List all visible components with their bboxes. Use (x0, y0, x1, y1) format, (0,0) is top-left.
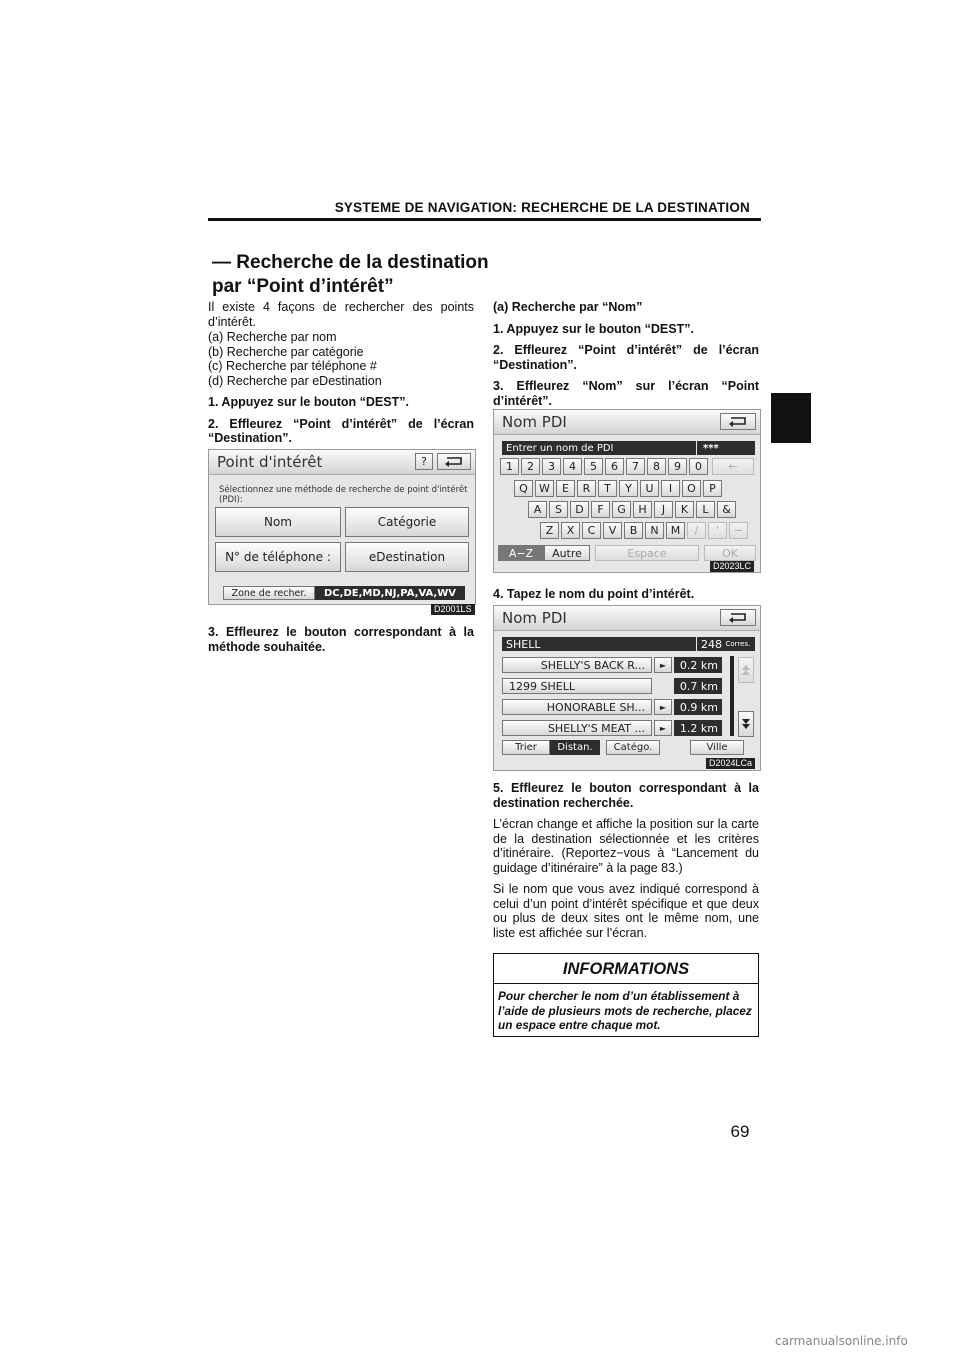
keyboard-key[interactable]: W (535, 480, 554, 497)
space-button[interactable]: Espace (595, 545, 699, 561)
figure-code: D2001LS (431, 604, 475, 615)
info-text: Pour chercher le nom d’un établissement à l’aide de plusieurs mots de recherche, placez un espace entre chaque mot. (498, 989, 752, 1032)
distance-unit: km (700, 700, 718, 714)
screen-title: Nom PDI (502, 413, 567, 431)
keyboard-key[interactable]: 5 (584, 458, 603, 475)
screen-title: Point d'intérêt (217, 453, 323, 471)
result-distance (674, 720, 722, 736)
result-detail-button[interactable]: ► (654, 720, 672, 736)
left-column (208, 300, 474, 453)
info-divider (493, 983, 759, 984)
running-header: SYSTEME DE NAVIGATION: RECHERCHE DE LA DESTINATION (334, 200, 750, 215)
keyboard-key[interactable]: T (598, 480, 617, 497)
keyboard-key[interactable]: Y (619, 480, 638, 497)
poi-name-input[interactable]: SHELL (502, 637, 696, 651)
step-1: 1. Appuyez sur le bouton “DEST”. (208, 395, 409, 409)
keyboard-key[interactable]: N (645, 522, 664, 539)
keyboard-key[interactable]: J (654, 501, 673, 518)
keyboard-key[interactable]: 1 (500, 458, 519, 475)
scroll-down-icon (742, 719, 750, 729)
keyboard-key[interactable]: M (666, 522, 685, 539)
result-item[interactable] (502, 657, 652, 673)
match-count: *** (697, 441, 755, 455)
sort-category-tab[interactable]: Catégo. (606, 740, 660, 755)
back-button[interactable] (437, 453, 471, 470)
chapter-tab (771, 393, 811, 443)
keyboard-key[interactable]: 3 (542, 458, 561, 475)
step-4-nom: 4. Tapez le nom du point d’intérêt. (493, 587, 695, 601)
screen-title: Nom PDI (502, 609, 567, 627)
info-title: INFORMATIONS (562, 960, 690, 978)
keyboard-key[interactable]: 9 (668, 458, 687, 475)
back-button[interactable] (720, 609, 756, 626)
result-name: SHELLY'S MEAT ... (547, 721, 645, 735)
method-prompt: Sélectionnez une méthode de recherche de point d'intérêt (PDI): (219, 485, 468, 505)
header-rule (208, 218, 761, 221)
section-title (212, 251, 489, 299)
keyboard-key[interactable]: E (556, 480, 575, 497)
distance-value: 0.2 (679, 658, 698, 672)
sort-distance-tab[interactable]: Distan. (550, 740, 600, 755)
screen-point-interet (208, 449, 476, 605)
result-distance (674, 657, 722, 673)
scroll-up-icon (742, 665, 750, 675)
result-item[interactable] (502, 720, 652, 736)
match-count-value: 248 (701, 637, 722, 651)
step-1-nom: 1. Appuyez sur le bouton “DEST”. (493, 321, 694, 336)
keyboard-key[interactable]: 2 (521, 458, 540, 475)
keyboard-key[interactable]: B (624, 522, 643, 539)
step-2-nom: 2. Effleurez “Point d’intérêt” de l’écran “Destination”. (493, 343, 759, 372)
distance-value: 0.9 (679, 700, 698, 714)
keyboard-key[interactable]: I (661, 480, 680, 497)
keyboard-key[interactable]: 6 (605, 458, 624, 475)
right-column (493, 300, 759, 415)
figure-code: D2024LCa (706, 758, 755, 769)
result-detail-button[interactable]: ► (654, 657, 672, 673)
step-3-nom: 3. Effleurez “Nom” sur l’écran “Point d’intérêt”. (493, 379, 759, 408)
keyboard-key[interactable]: G (612, 501, 631, 518)
keyboard-key[interactable]: A (528, 501, 547, 518)
paragraph-list: Si le nom que vous avez indiqué correspond à celui d’un point d’intérêt spécifique et que deux ou plus de deux sites ont le même nom, une liste est affichée sur l’écran. (493, 882, 759, 940)
keyboard-key[interactable]: F (591, 501, 610, 518)
step-2: 2. Effleurez “Point d’intérêt” de l’écran “Destination”. (208, 416, 474, 445)
keyboard-key[interactable]: 8 (647, 458, 666, 475)
page-number: 69 (730, 1122, 750, 1141)
search-zone-button[interactable]: Zone de recher. (223, 586, 315, 600)
watermark: carmanualsonline.info (775, 1334, 908, 1348)
intro-text: Il existe 4 façons de rechercher des points d’intérêt. (208, 300, 474, 329)
keyboard-key[interactable]: D (570, 501, 589, 518)
return-arrow-icon (443, 456, 465, 467)
distance-unit: km (700, 658, 718, 672)
result-detail-button[interactable]: ► (654, 699, 672, 715)
screen-nom-pdi-results (493, 605, 761, 771)
step-3: 3. Effleurez le bouton correspondant à la méthode souhaitée. (208, 625, 474, 654)
keyboard-key[interactable]: Q (514, 480, 533, 497)
result-item[interactable] (502, 678, 652, 694)
return-arrow-icon (727, 612, 749, 623)
paragraph-result: L’écran change et affiche la position sur la carte de la destination sélectionnée et les critères d’itinéraire. (Reportez−vous à “Lancement du guidage d’itinéraire” à la page 83.) (493, 817, 759, 875)
method-item: (a) Recherche par nom (208, 330, 337, 344)
match-count (697, 637, 755, 651)
keyboard-key[interactable]: 4 (563, 458, 582, 475)
search-zone-value: DC,DE,MD,NJ,PA,VA,WV (315, 586, 465, 600)
screen-nom-pdi-keyboard (493, 409, 761, 573)
right-column-lower (493, 781, 759, 947)
section-title-line1: — Recherche de la destination (212, 252, 489, 273)
distance-unit: km (700, 679, 718, 693)
section-title-line2: par “Point d’intérêt” (212, 276, 394, 297)
keyboard-key[interactable]: ' (708, 522, 727, 539)
keyboard-key[interactable]: R (577, 480, 596, 497)
keyboard-key[interactable]: O (682, 480, 701, 497)
keyboard-key[interactable]: K (675, 501, 694, 518)
keyboard-key[interactable]: H (633, 501, 652, 518)
city-button[interactable]: Ville (690, 740, 744, 755)
result-name: 1299 SHELL (509, 679, 575, 693)
sub-heading: (a) Recherche par “Nom” (493, 300, 643, 314)
figure-code: D2023LC (710, 561, 754, 572)
keyboard-key[interactable]: C (582, 522, 601, 539)
telephone-button[interactable]: N° de téléphone : (215, 542, 341, 572)
autre-tab[interactable]: Autre (544, 545, 590, 561)
ok-button[interactable]: OK (704, 545, 756, 561)
scrollbar[interactable] (730, 656, 734, 736)
distance-value: 0.7 (679, 679, 698, 693)
keyboard-key[interactable]: X (561, 522, 580, 539)
keyboard-key[interactable]: L (696, 501, 715, 518)
method-item: (b) Recherche par catégorie (208, 344, 364, 359)
return-arrow-icon (727, 416, 749, 427)
result-distance (674, 678, 722, 694)
keyboard-key[interactable]: / (687, 522, 706, 539)
methods-list (208, 330, 474, 388)
keyboard-key[interactable]: − (729, 522, 748, 539)
result-item[interactable] (502, 699, 652, 715)
scroll-up-button[interactable] (738, 657, 754, 683)
result-distance (674, 699, 722, 715)
keyboard-key[interactable]: U (640, 480, 659, 497)
categorie-button[interactable]: Catégorie (345, 507, 469, 537)
result-name: HONORABLE SH... (546, 700, 645, 714)
help-button[interactable]: ? (415, 453, 433, 470)
keyboard-key[interactable]: & (717, 501, 736, 518)
keyboard-key[interactable]: S (549, 501, 568, 518)
step-5-nom: 5. Effleurez le bouton correspondant à la destination recherchée. (493, 781, 759, 810)
keyboard-key[interactable]: Z (540, 522, 559, 539)
keyboard-key[interactable]: 7 (626, 458, 645, 475)
scroll-down-button[interactable] (738, 711, 754, 737)
keyboard-key[interactable]: 0 (689, 458, 708, 475)
poi-name-input[interactable]: Entrer un nom de PDI (502, 441, 696, 455)
edestination-button[interactable]: eDestination (345, 542, 469, 572)
method-item: (c) Recherche par téléphone # (208, 359, 377, 373)
screen-titlebar (209, 450, 475, 475)
back-button[interactable] (720, 413, 756, 430)
backspace-button[interactable]: ← (712, 458, 754, 475)
method-item: (d) Recherche par eDestination (208, 373, 382, 388)
distance-unit: km (700, 721, 718, 735)
match-count-label: Corres. (725, 640, 751, 648)
result-name: SHELLY'S BACK R... (540, 658, 645, 672)
keyboard-key[interactable]: P (703, 480, 722, 497)
distance-value: 1.2 (679, 721, 698, 735)
az-tab[interactable]: A−Z (498, 545, 544, 561)
keyboard-key[interactable]: V (603, 522, 622, 539)
sort-button[interactable]: Trier (502, 740, 550, 755)
nom-button[interactable]: Nom (215, 507, 341, 537)
